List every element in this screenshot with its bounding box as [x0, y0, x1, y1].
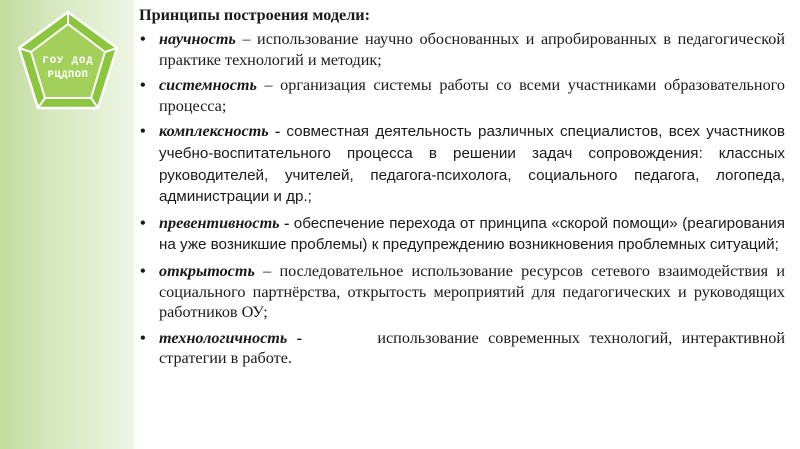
list-item-systemic: [137, 75, 785, 117]
principle-term: научность: [159, 29, 236, 48]
list-item-preventive: [137, 213, 785, 257]
principle-term: технологичность: [159, 328, 288, 347]
bullet-icon: •: [140, 75, 146, 94]
principle-separator: –: [256, 75, 281, 94]
principle-separator: –: [235, 29, 258, 48]
principle-text: последовательное использование ресурсов сетевого взаимодействия и социального партнёрства, открытость мероприятий для педагогических и руководящих работников ОУ;: [159, 261, 785, 322]
bullet-icon: •: [140, 261, 146, 280]
principle-separator: -: [268, 121, 287, 140]
bullet-icon: •: [140, 328, 146, 347]
list-item-scientific: [137, 29, 785, 71]
list-item-complex: [137, 121, 785, 208]
principle-text: использование научно обоснованных и апробированных в педагогической практике технологий и методик;: [159, 29, 785, 69]
heading: Принципы построения модели:: [139, 6, 371, 24]
principle-text: использование современных технологий, интерактивной стратегии в работе.: [159, 328, 786, 368]
principle-term: системность: [159, 75, 257, 94]
list-item-technological: [137, 328, 785, 370]
bullet-icon: •: [140, 213, 146, 232]
content-area: [137, 5, 785, 374]
list-item-openness: [137, 261, 785, 323]
pentagon-logo-icon: [16, 10, 120, 112]
side-panel: [0, 0, 134, 449]
logo-text-line1: ГОУ ДОД: [42, 55, 94, 67]
principles-list: [137, 29, 785, 369]
principle-term: превентивность: [159, 213, 280, 232]
principle-term: комплексность: [159, 121, 269, 140]
principle-separator: -: [287, 328, 378, 347]
bullet-icon: •: [140, 29, 146, 48]
principle-text: совместная деятельность различных специалистов, всех участников учебно-воспитательного процесса в решении задач сопровождения: классных руководителей, учителей, педагога-психолога, социального педагога, логопеда, администрации и др.;: [159, 122, 785, 206]
bullet-icon: •: [140, 121, 146, 140]
principle-separator: -: [279, 213, 294, 232]
principle-separator: –: [254, 261, 280, 280]
principle-term: открытость: [159, 261, 255, 280]
principle-text: обеспечение перехода от принципа «скорой помощи» (реагирования на уже возникшие проблемы) к предупреждению возникновения проблемных ситуаций;: [159, 214, 785, 254]
logo-text-line2: РЦДПОП: [47, 69, 89, 81]
principle-text: организация системы работы со всеми участниками образовательного процесса;: [159, 75, 785, 115]
